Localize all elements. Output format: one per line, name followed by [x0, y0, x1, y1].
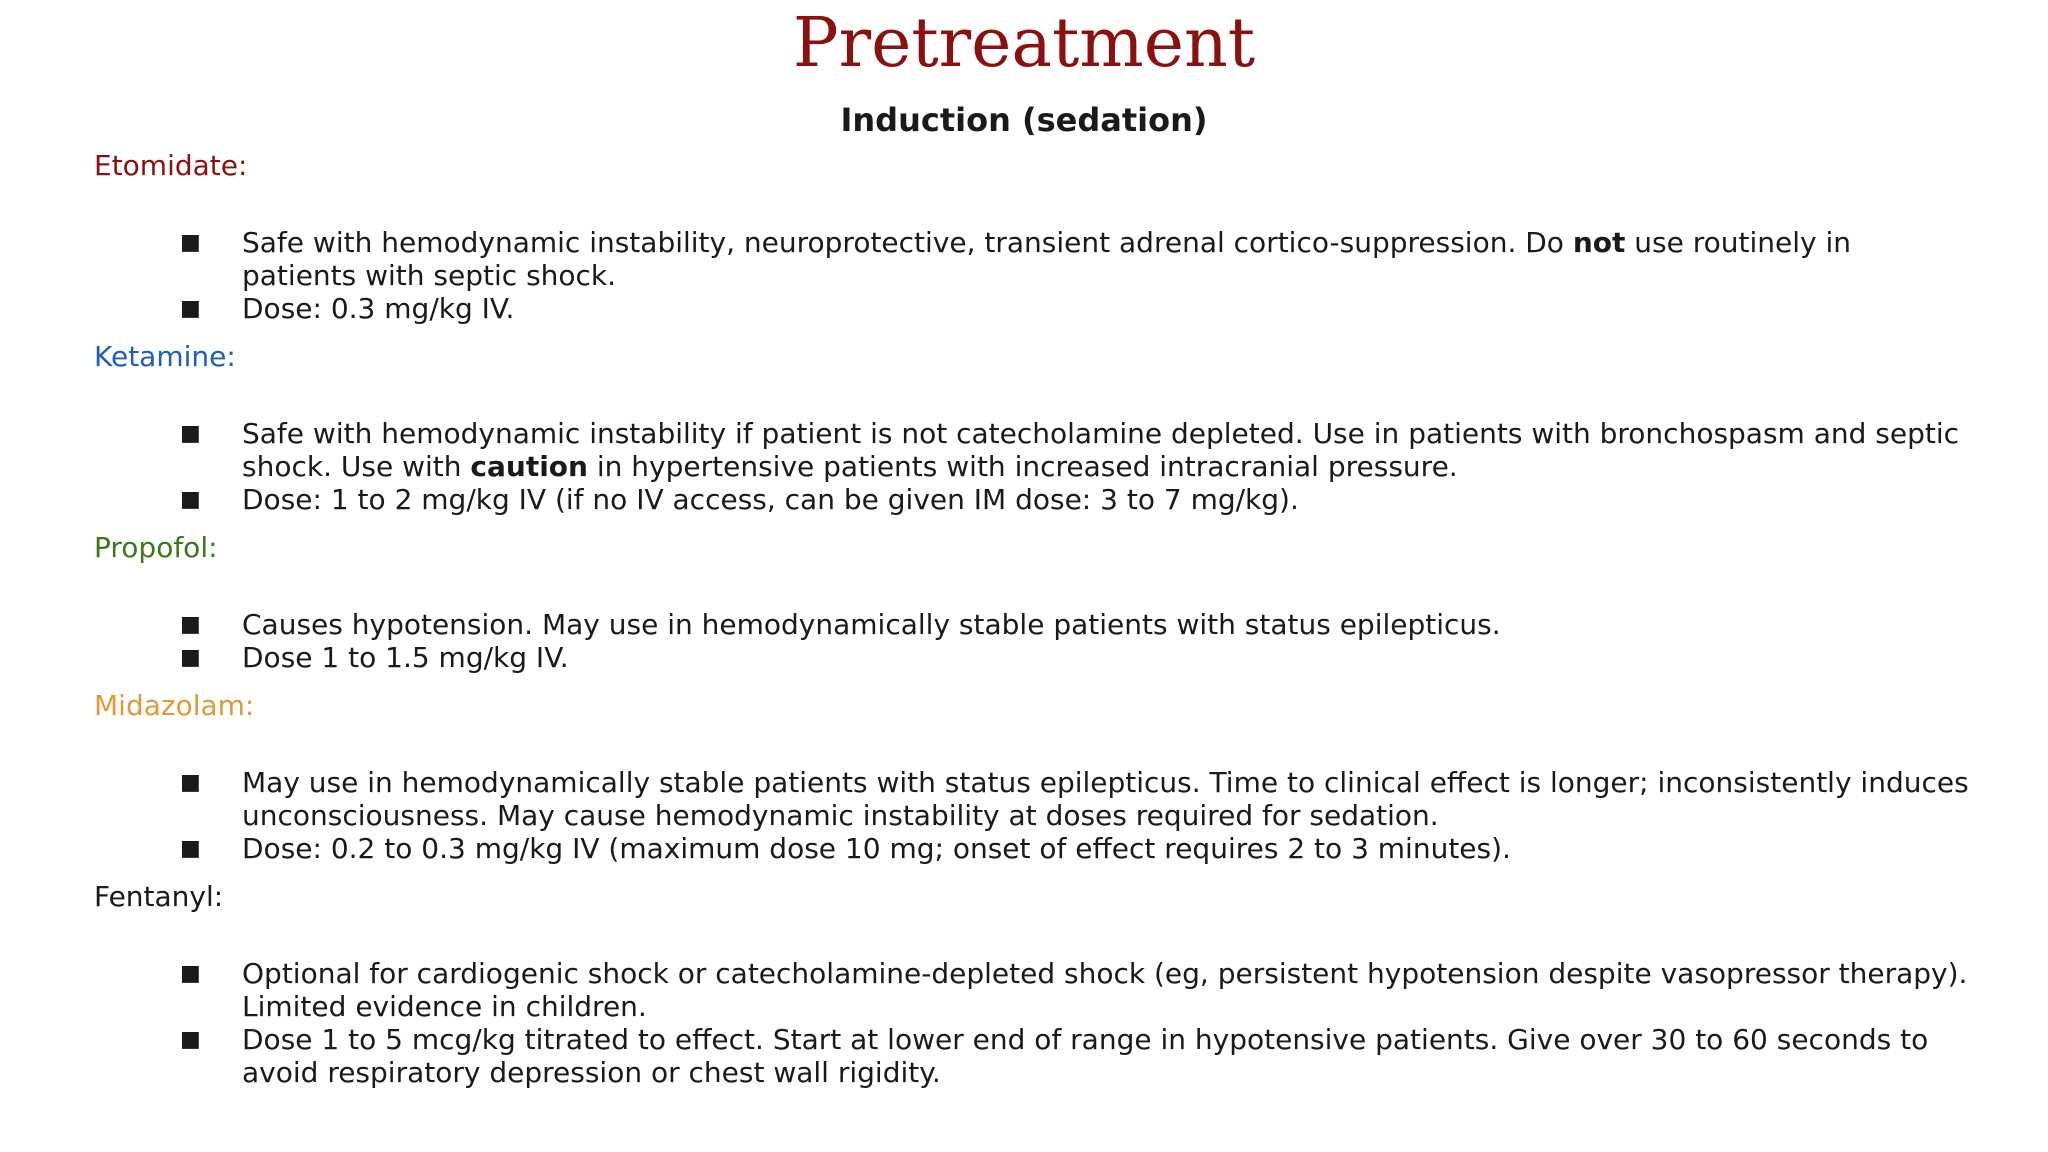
- item-text: Safe with hemodynamic instability, neuroprotective, transient adrenal cortico-suppression. Do: [242, 226, 1573, 259]
- item-text-continued: use routinely in patients with septic shock.: [242, 226, 1852, 292]
- item-text-continued: in hypertensive patients with increased intracranial pressure.: [587, 450, 1458, 483]
- item-text: Dose: 0.2 to 0.3 mg/kg IV (maximum dose 10 mg; onset of effect requires 2 to 3 minutes).: [242, 832, 1511, 865]
- item-emphasis: not: [1572, 226, 1626, 259]
- drug-name: Ketamine:: [94, 340, 236, 373]
- square-bullet-icon: ■: [180, 421, 201, 446]
- list-item: [94, 766, 1974, 832]
- list-item: [94, 957, 1974, 1023]
- list-item: [94, 608, 1974, 641]
- square-bullet-icon: ■: [180, 487, 201, 512]
- list-item: [94, 641, 1974, 674]
- square-bullet-icon: ■: [180, 961, 201, 986]
- page-title: Pretreatment: [792, 4, 1256, 83]
- drug-bullet-list: [94, 766, 1974, 865]
- list-item: [94, 832, 1974, 865]
- item-text: Safe with hemodynamic instability if patient is not catecholamine depleted. Use in patients with bronchospasm and septic shock. Use with: [242, 417, 1960, 483]
- square-bullet-icon: ■: [180, 612, 201, 637]
- drug-section: [94, 146, 1974, 325]
- drug-section: [94, 877, 1974, 1089]
- square-bullet-icon: ■: [180, 1027, 201, 1052]
- item-text: Dose: 1 to 2 mg/kg IV (if no IV access, can be given IM dose: 3 to 7 mg/kg).: [242, 483, 1299, 516]
- drug-bullet-list: [94, 226, 1974, 325]
- drug-name: Propofol:: [94, 531, 218, 564]
- square-bullet-icon: ■: [180, 230, 201, 255]
- list-item: [94, 483, 1974, 516]
- list-item: [94, 292, 1974, 325]
- drug-section: [94, 337, 1974, 516]
- square-bullet-icon: ■: [180, 645, 201, 670]
- item-text: Dose 1 to 1.5 mg/kg IV.: [242, 641, 569, 674]
- drug-bullet-list: [94, 608, 1974, 674]
- drug-bullet-list: [94, 957, 1974, 1089]
- drug-section: [94, 528, 1974, 674]
- list-item: [94, 1023, 1974, 1089]
- list-item: [94, 417, 1974, 483]
- item-text: Dose 1 to 5 mcg/kg titrated to effect. Start at lower end of range in hypotensive patients. Give over 30 to 60 seconds to avoid respiratory depression or chest wall rigidity.: [242, 1023, 1929, 1089]
- page-subtitle: Induction (sedation): [840, 101, 1208, 139]
- item-text: May use in hemodynamically stable patients with status epilepticus. Time to clinical effect is longer; inconsistently induces unconsciousness. May cause hemodynamic instability at doses required for sedation.: [242, 766, 1969, 832]
- drug-name: Fentanyl:: [94, 880, 224, 913]
- list-item: [94, 226, 1974, 292]
- drug-name: Etomidate:: [94, 149, 248, 182]
- square-bullet-icon: ■: [180, 770, 201, 795]
- item-text: Dose: 0.3 mg/kg IV.: [242, 292, 515, 325]
- drug-section: [94, 686, 1974, 865]
- drug-bullet-list: [94, 417, 1974, 516]
- item-text: Causes hypotension. May use in hemodynamically stable patients with status epilepticus.: [242, 608, 1501, 641]
- drug-sections: [94, 146, 1974, 1101]
- square-bullet-icon: ■: [180, 296, 201, 321]
- square-bullet-icon: ■: [180, 836, 201, 861]
- item-text: Optional for cardiogenic shock or catecholamine-depleted shock (eg, persistent hypotension despite vasopressor therapy). Limited evidence in children.: [242, 957, 1968, 1023]
- drug-name: Midazolam:: [94, 689, 255, 722]
- item-emphasis: caution: [470, 450, 588, 483]
